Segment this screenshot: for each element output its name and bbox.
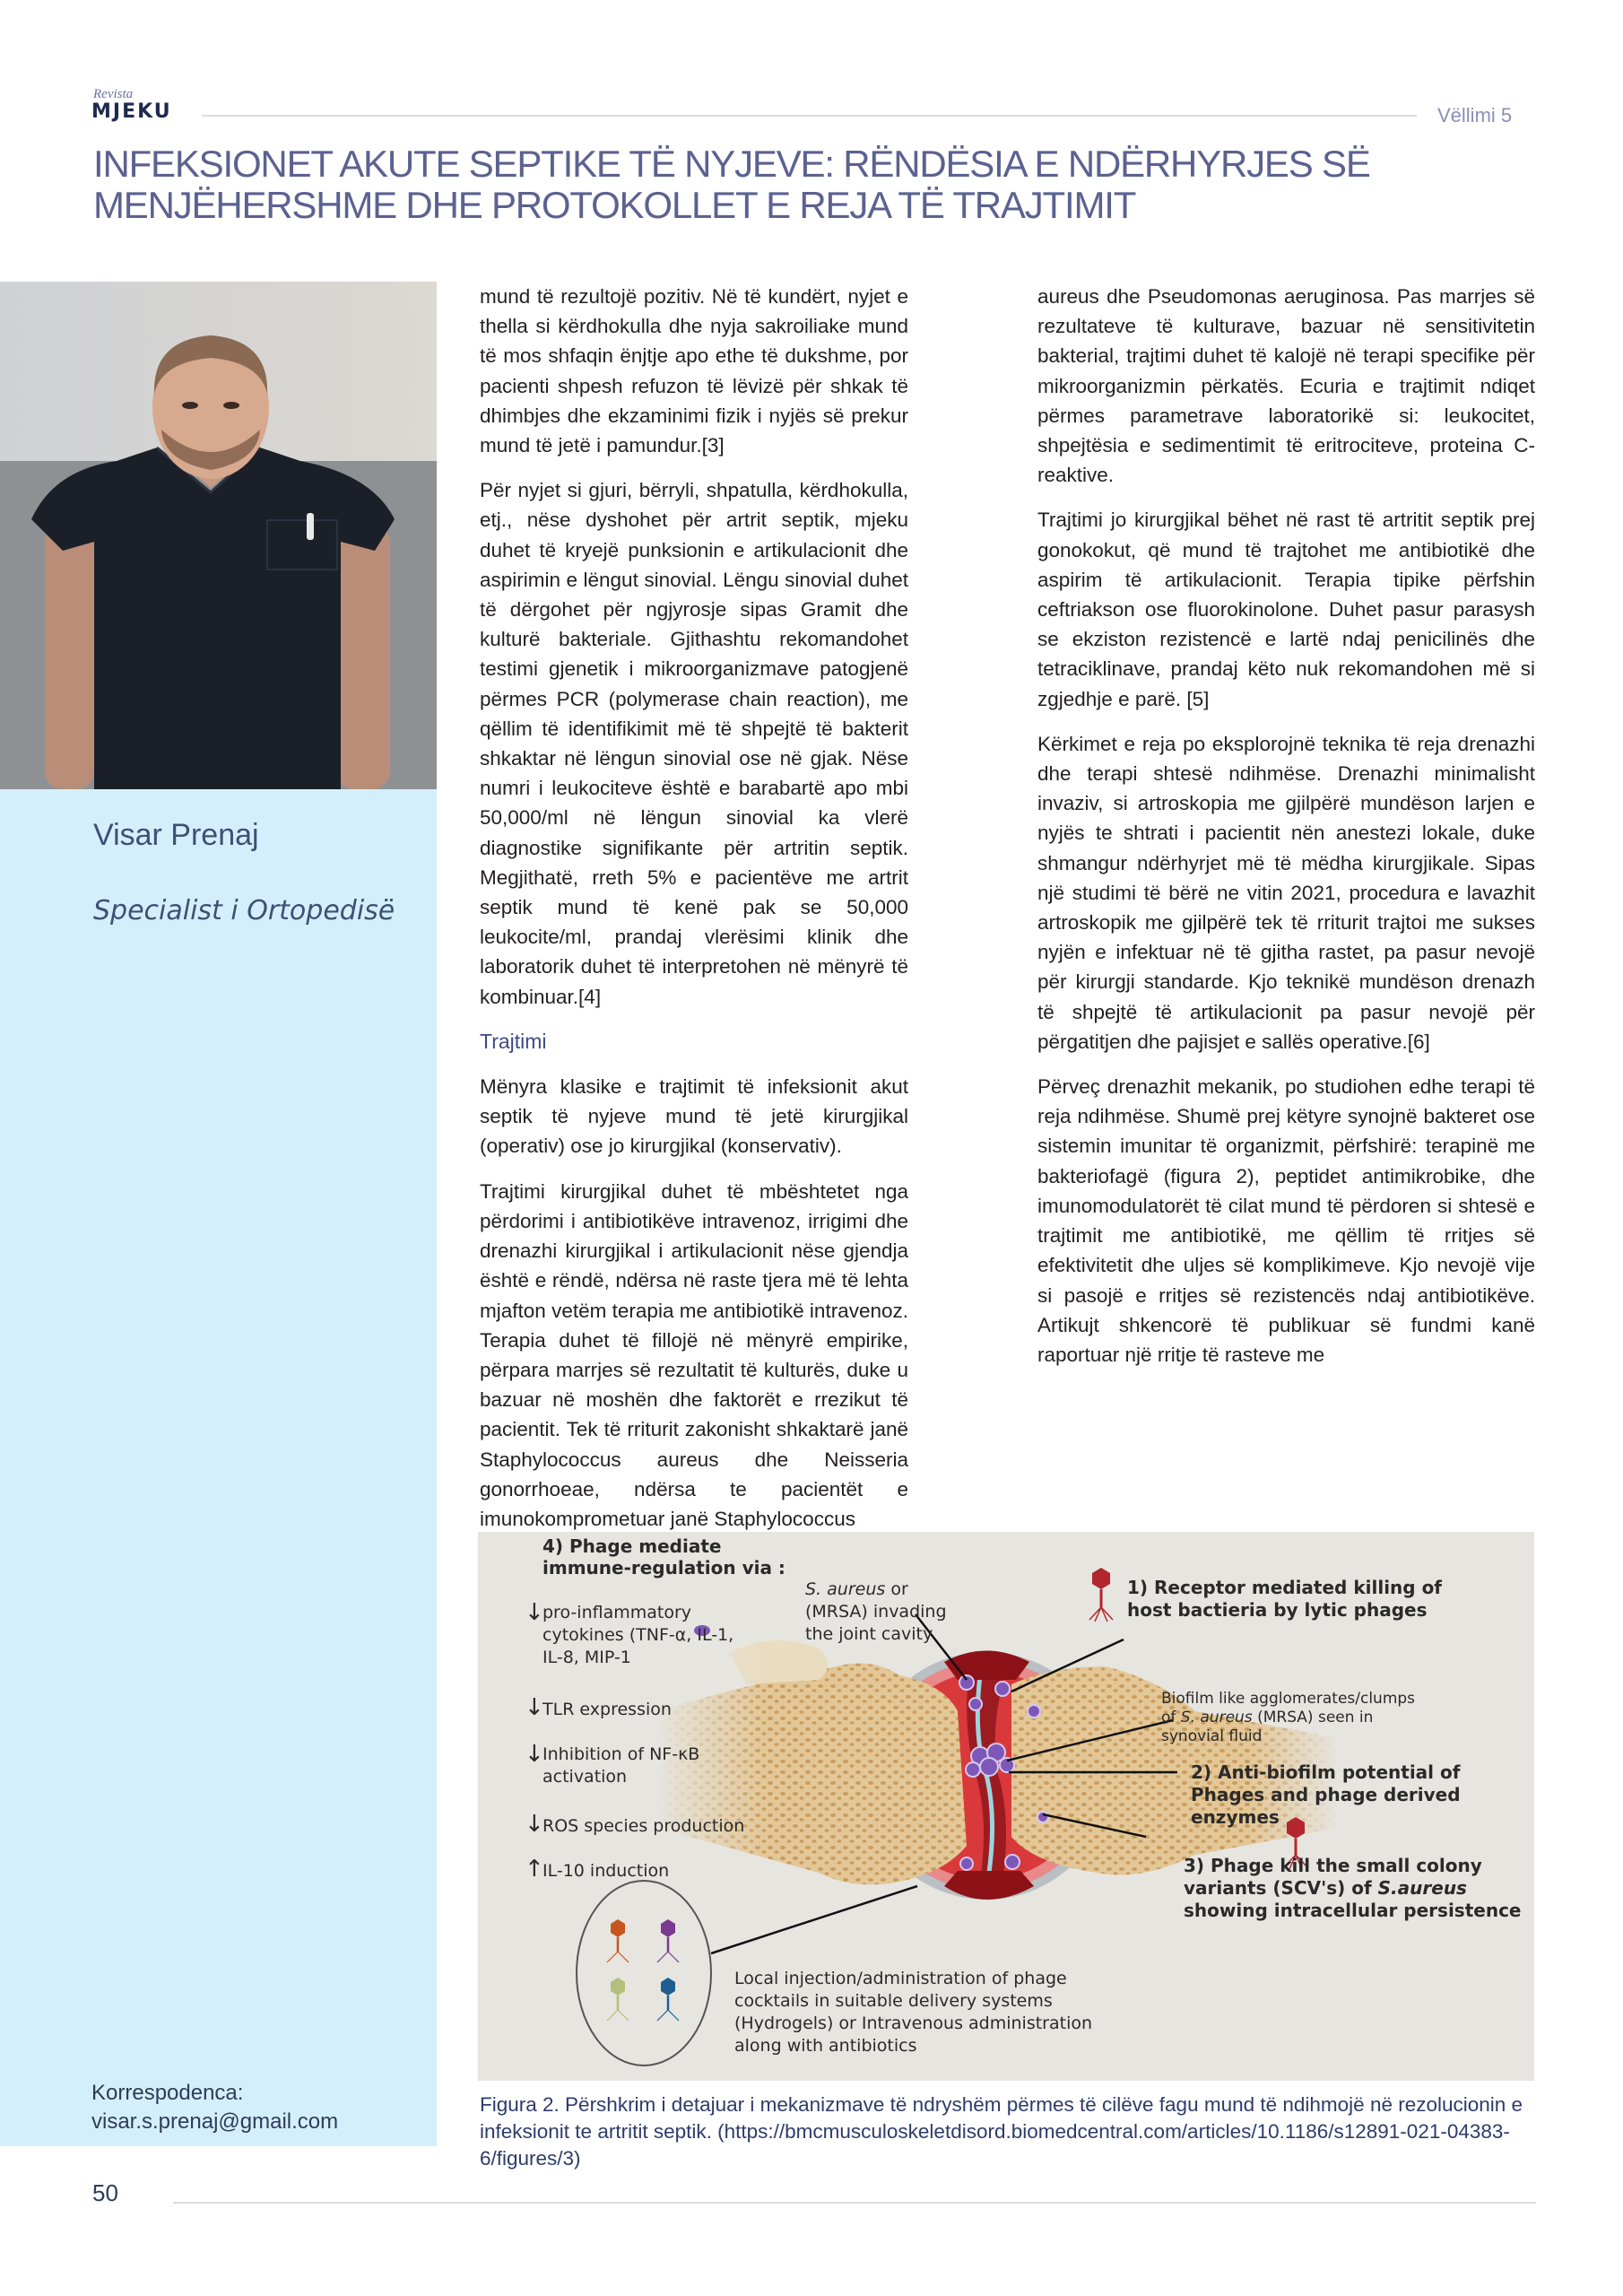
volume-label: Vëllimi 5 — [1437, 104, 1513, 126]
paragraph: Përveç drenazhit mekanik, po studiohen edhe terapi të reja ndihmëse. Shumë prej këtyre synojnë bakteret ose sistemin imunitar të organizmit, përfshirë: terapinë me bakteriofagë (figura 2), peptidet antimikrobike, dhe imunomodulatorët të cilat mund të përdoren si shtesë e trajtimit me antibiotikë, me qëllim të rritjes së efektivitetit dhe uljes së komplikimeve. Kjo nevojë vije si pasojë e rritjes së rezistencës ndaj antibiotikëve. Artikujt shkencorë të publikuar së fundmi kanë raportuar një rritje të rasteve me — [1037, 1075, 1535, 1366]
author-photo — [0, 282, 437, 789]
correspondence-email[interactable]: visar.s.prenaj@gmail.com — [91, 2109, 339, 2134]
figure-caption: Figura 2. Përshkrim i detajuar i mekanizmave të ndryshëm përmes të cilëve fagu mund të ndihmojë në rezolucionin e infeksionit te artritit septik. (https://bmcmusculoskeletdisord.biomedcentral.com/articles/10.1186/s12891-021-04383-6/figures/3) — [480, 2093, 1523, 2170]
journal-logo-mjeku: MJEKU — [91, 100, 172, 123]
author-role: Specialist i Ortopedisë — [93, 895, 395, 926]
journal-logo-revista: Revista — [93, 87, 134, 101]
paragraph: Mënyra klasike e trajtimit të infeksionit akut septik të nyjeve mund të jetë kirurgjikal (operativ) ose jo kirurgjikal (konservativ). — [480, 1075, 908, 1158]
paragraph: Trajtimi kirurgjikal duhet të mbështetet nga përdorimi i antibiotikëve intravenoz, irrigimi dhe drenazhi kirurgjikal i artikulacionit nëse gjendja është e rëndë, ndërsa në raste tjera më të lehta mjafton vetëm terapia me antibiotikë intravenoz. Terapia duhet të fillojë në mënyrë empirike, përpara marrjes së rezultatit të kulturës, duke u bazuar në moshën dhe faktorët e rrezikut të pacientit. Tek të rriturit zakonisht shkaktarë janë Staphylococcus aureus dhe Neisseria gonorrhoeae, ndërsa te pacientët e imunokomprometuar janë Staphylococcus — [480, 1179, 908, 1530]
body-column-2 — [1037, 282, 1535, 1385]
biofilm-label: Biofilm like agglomerates/clumps of S. aureus (MRSA) seen in synovial fluid — [1161, 1690, 1416, 1745]
arrow-down-icon: ↓ — [525, 1741, 544, 1768]
paragraph: Për nyjet si gjuri, bërryli, shpatulla, kërdhokulla, etj., nëse dyshohet për artrit septik, mjeku duhet të kryejë punksionin e artikulacionit dhe aspirimin e lëngut sinovial. Lëngu sinovial duhet të dërgohet për ngjyrosje sipas Gramit dhe kulturë bakteriale. Gjithashtu rekomandohet testimi gjenetik i mikroorganizmave patogjenë përmes PCR (polymerase chain reaction), me qëllim të identifikimit më të shpejtë të bakterit shkaktar në lëngun sinovial ose në gjak. Nëse numri i leukociteve është e barabartë apo mbi 50,000/ml në lëngun sinovial ka vlerë diagnostike signifikante për artritin septik. Megjithatë, rreth 5% e pacientëve me artrit septik mund të kenë pak se 50,000 leukocite/ml, prandaj vlerësimi klinik dhe laboratorik duhet të interpretohen në mënyrë të kombinuar.[4] — [480, 479, 908, 1008]
immune-heading-2: immune-regulation via : — [542, 1557, 785, 1578]
paragraph: Trajtimi jo kirurgjikal bëhet në rast të artritit septik prej gonokokut, që mund të trajtohet me antibiotikë dhe aspirim të artikulacionit. Terapia tipike përfshin ceftriakson ose fluorokinolone. Duhet pasur parasysh se ekziston rezistencë e lartë ndaj penicilinës dhe tetraciklinave, prandaj këto nuk rekomandohen më si zgjedhje e parë. [5] — [1037, 509, 1535, 710]
arrow-down-icon: ↓ — [525, 1811, 544, 1838]
phage-red-icon — [1089, 1568, 1113, 1622]
paragraph: Kërkimet e reja po eksplorojnë teknika të reja drenazhi dhe terapi shtesë ndihmëse. Drenazhi minimalisht invaziv, si artroskopia me gjilpërë mundëson larjen e nyjës te shtrati i pacientit nën anestezi lokale, duke shmangur ndërhyrjet më të mëdha kirurgjikale. Sipas një studimi të bërë ne vitin 2021, procedura e lavazhit artroskopik me gjilpërë tek të rriturit trajtoi me sukses nyjën e infektuar në të gjitha rastet, pa pasur nevojë për kirurgji standarde. Kjo teknikë mundëson drenazh të shpejtë të artikulacionit pa pasur nevojë për përgatitjen dhe pajisjet e sallës operative.[6] — [1037, 732, 1535, 1053]
author-sidebar — [0, 789, 437, 2146]
page-number: 50 — [92, 2179, 118, 2206]
author-name: Visar Prenaj — [93, 818, 259, 852]
arrow-up-icon: ↑ — [525, 1856, 544, 1883]
section-heading-trajtimi: Trajtimi — [480, 1029, 547, 1053]
article-title — [93, 144, 1528, 226]
local-injection-label: Local injection/administration of phage cocktails in suitable delivery systems (Hydrogels) or Intravenous administration along with antibiotics — [734, 1969, 1093, 2056]
arrow-down-icon: ↓ — [525, 1599, 544, 1626]
mechanism-label-3: 3) Phage kill the small colony variants (SCV's) of S.aureus showing intracellular persistence — [1184, 1855, 1522, 1921]
invading-label: S. aureus or (MRSA) invading the joint cavity — [805, 1579, 947, 1644]
correspondence-label: Korrespodenca: — [91, 2081, 244, 2105]
mechanism-label-1: 1) Receptor mediated killing of host bactieria by lytic phages — [1127, 1577, 1443, 1621]
article-title-line2: MENJËHERSHME DHE PROTOKOLLET E REJA TË TRAJTIMIT — [93, 184, 1136, 226]
paragraph: mund të rezultojë pozitiv. Në të kundërt, nyjet e thella si kërdhokulla dhe nyja sakroiliake mund të mos shfaqin ënjtje apo ethe të dukshme, por pacienti shpesh refuzon të lëvizë për shkak të dhimbjes dhe ekzaminimi fizik i nyjës së prekur mund të jetë i pamundur.[3] — [480, 285, 908, 457]
immune-item: TLR expression — [542, 1700, 672, 1719]
mechanism-label-2: 2) Anti-biofilm potential of Phages and phage derived enzymes — [1191, 1761, 1461, 1828]
figure-phage-mechanisms — [478, 1532, 1534, 2081]
body-column-1 — [480, 282, 908, 1549]
paragraph: aureus dhe Pseudomonas aeruginosa. Pas marrjes së rezultateve të kulturave, bazuar në sensitivitetin bakterial, trajtimi duhet të kalojë në terapi specifike për mikroorganizmin përkatës. Ecuria e trajtimit ndiqet përmes parametrave laboratorikë si: leukocitet, shpejtësia e sedimentimit të eritrociteve, proteina C-reaktive. — [1037, 285, 1535, 487]
phage-cocktail-icon — [607, 1919, 679, 2021]
immune-item: Inhibition of NF-κB activation — [542, 1744, 700, 1787]
author-portrait-icon — [0, 282, 437, 789]
header-divider — [202, 115, 1417, 117]
immune-item: ROS species production — [542, 1816, 745, 1836]
immune-item: pro-inflammatory cytokines (TNF-α, IL-1, IL-8, MIP-1 — [542, 1603, 734, 1667]
immune-heading-1: 4) Phage mediate — [542, 1535, 722, 1557]
arrow-down-icon: ↓ — [525, 1694, 544, 1721]
article-title-line1: INFEKSIONET AKUTE SEPTIKE TË NYJEVE: RËNDËSIA E NDËRHYRJES SË — [93, 143, 1370, 185]
immune-item: IL-10 induction — [542, 1861, 670, 1881]
footer-divider — [173, 2202, 1536, 2204]
